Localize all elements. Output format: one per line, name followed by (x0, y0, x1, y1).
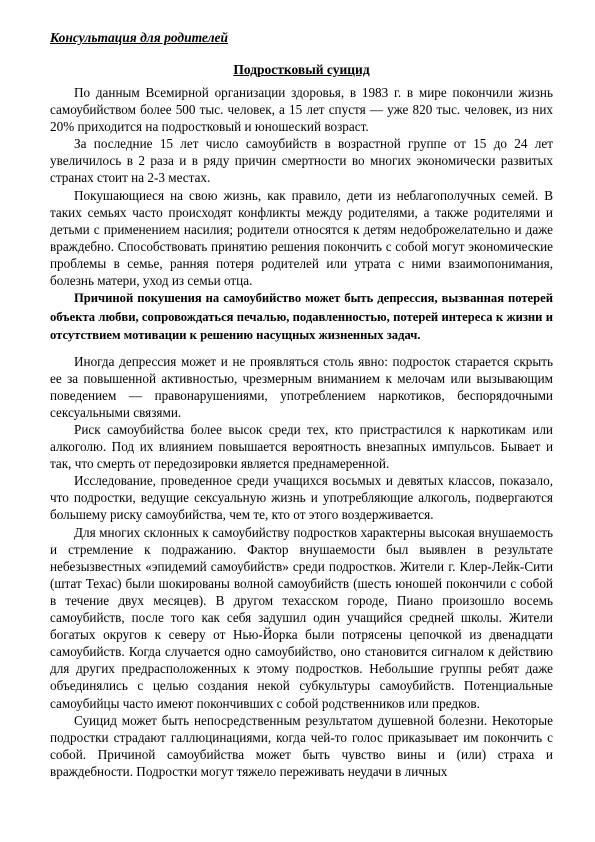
paragraph-hidden-depression: Иногда депрессия может и не проявляться столь явно: подросток старается скрыть ее за повышенной активностью, чрезмерным вниманием к мелочам или вызывающим поведением — правонарушениями, употреблением наркотиков, беспорядочными сексуальными связями. (50, 353, 553, 420)
paragraph-research: Исследование, проведенное среди учащихся восьмых и девятых классов, показало, что подростки, ведущие сексуальную жизнь и употребляющие алкоголь, подвергаются большему риску самоубийства, чем те, кто от этого воздерживается. (50, 473, 553, 523)
paragraph-depression-emphasis: Причиной покушения на самоубийство может быть депрессия, вызванная потерей объекта любви, сопровождаться печалью, подавленностью, потерей интереса к жизни и отсутствием мотивации к решению насущных жизненных задач. (50, 291, 553, 343)
paragraph-suggestibility: Для многих склонных к самоубийству подростков характерны высокая внушаемость и стремление к подражанию. Фактор внушаемости был выявлен в результате небезызвестных «эпидемий самоубийств» среди подростков. Жители г. Клер-Лейк-Сити (штат Техас) были шокированы волной самоубийств (шесть юношей покончили с собой в течение двух месяцев). В другом техасском городе, Пиано произошло восемь самоубийств, после того как себя задушил один учащийся средней школы. Жители богатых округов к северу от Нью-Йорка были потрясены цепочкой из двенадцати самоубийств. Когда случается одно самоубийство, оно становится сигналом к действию для других предрасположенных к этому подростков. Небольшие группы ребят даже объединялись с целью создания некой субкультуры самоубийств. Потенциальные самоубийцы часто имеют покончивших с собой родственников или предков. (50, 524, 553, 711)
paragraph-drugs-risk: Риск самоубийства более высок среди тех, кто пристрастился к наркотикам или алкоголю. Под их влиянием повышается вероятность внезапных импульсов. Бывает и так, что смерть от передозировки является преднамеренной. (50, 422, 553, 472)
document-header: Консультация для родителей (50, 30, 228, 45)
document-title: Подростковый суицид (233, 62, 370, 77)
paragraph-who-statistics: По данным Всемирной организации здоровья, в 1983 г. в мире покончили жизнь самоубийством более 500 тыс. человек, а 15 лет спустя — уже 820 тыс. человек, из них 20% приходится на подростковый и юношеский возраст. (50, 85, 553, 135)
paragraph-growth: За последние 15 лет число самоубийств в возрастной группе от 15 до 24 лет увеличилось в 2 раза и в ряду причин смертности во многих экономически развитых странах стоит на 2-3 местах. (50, 136, 553, 186)
paragraph-mental-illness: Суицид может быть непосредственным результатом душевной болезни. Некоторые подростки страдают галлюцинациями, когда чей-то голос приказывает им покончить с собой. Причиной самоубийства может быть чувство вины и (или) страха и враждебности. Подростки могут тяжело переживать неудачи в личных (50, 712, 553, 779)
paragraph-families: Покушающиеся на свою жизнь, как правило, дети из неблагополучных семей. В таких семьях часто происходят конфликты между родителями, а также родителями и детьми с применением насилия; родители относятся к детям недоброжелательно и даже враждебно. Способствовать принятию решения покончить с собой могут экономические проблемы в семье, ранняя потеря родителей или утрата с ними взаимопонимания, болезнь матери, уход из семьи отца. (50, 187, 553, 289)
